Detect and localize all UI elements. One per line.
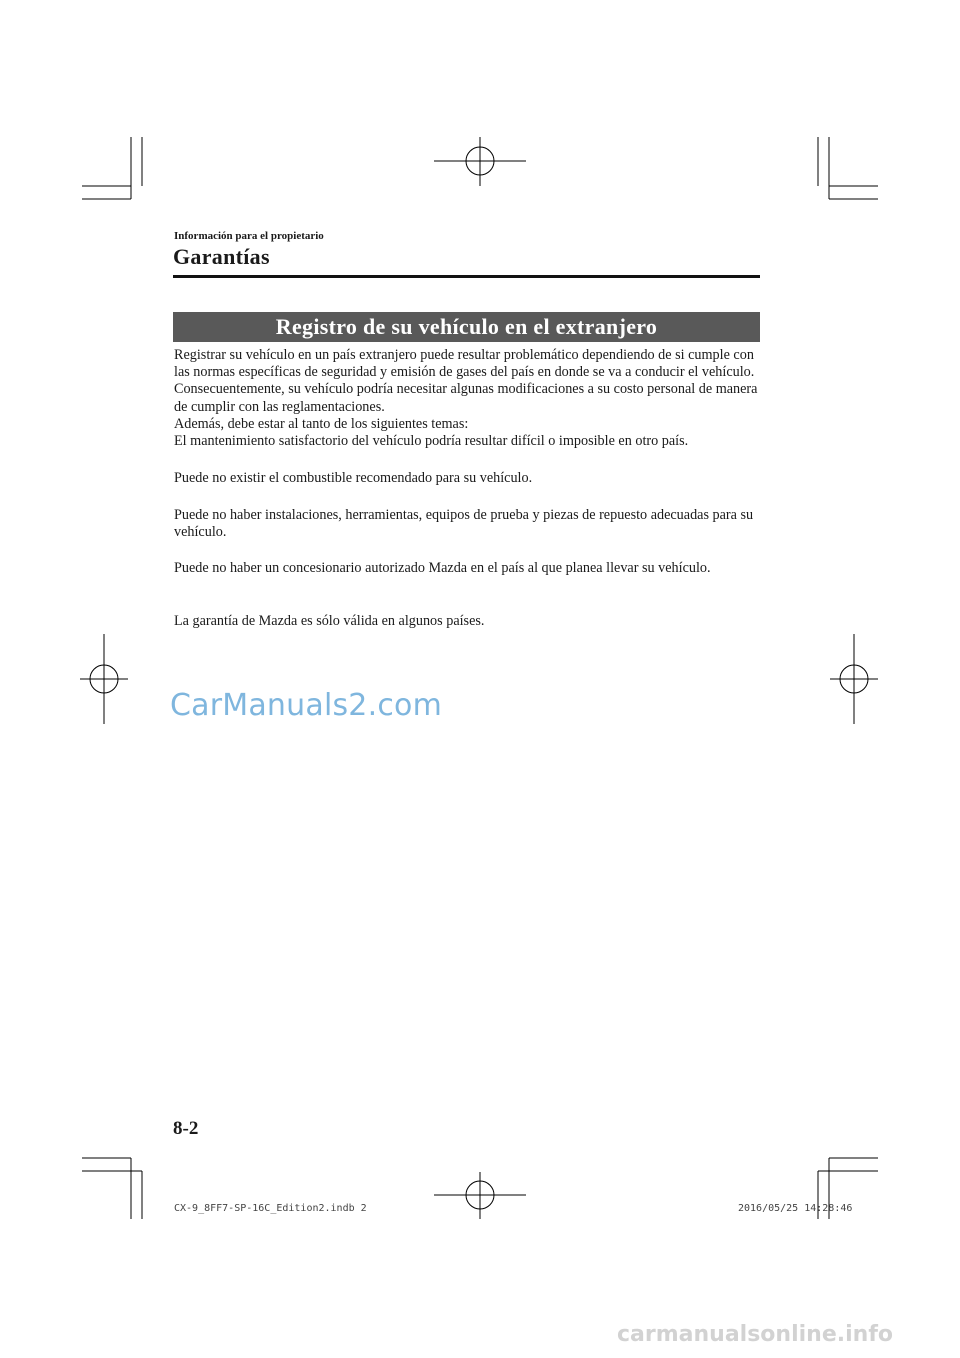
intro-maintenance-line: El mantenimiento satisfactorio del vehículo podría resultar difícil o imposible en otro país.: [174, 433, 689, 450]
page-heading: Garantías: [173, 244, 270, 269]
tools-paragraph: Puede no haber instalaciones, herramientas, equipos de prueba y piezas de repuesto adecuadas para su vehículo.: [174, 507, 754, 541]
bottom-watermark: carmanualsonline.info: [617, 1322, 893, 1347]
fuel-paragraph: Puede no existir el combustible recomendado para su vehículo.: [174, 470, 533, 486]
page-number: 8-2: [173, 1118, 199, 1139]
intro-text: Registrar su vehículo en un país extranjero puede resultar problemático dependiendo de si cumple con las normas específicas de seguridad y emisión de gases del país en donde se va a conducir el vehículo. Consecuentemente, su vehículo podría necesitar algunas modificaciones a su costo personal de manera de cumplir con las reglamentaciones.: [174, 347, 758, 415]
dealer-paragraph: Puede no haber un concesionario autorizado Mazda en el país al que planea llevar su vehículo.: [174, 560, 711, 576]
intro-topics-line: Además, debe estar al tanto de los siguientes temas:: [174, 415, 469, 432]
warranty-paragraph: La garantía de Mazda es sólo válida en algunos países.: [174, 613, 485, 629]
footer-file-name: CX-9_8FF7-SP-16C_Edition2.indb 2: [174, 1203, 367, 1214]
section-label: Información para el propietario: [174, 230, 324, 242]
heading-divider: [173, 275, 760, 278]
intro-paragraph: [174, 347, 764, 450]
section-title-bar: Registro de su vehículo en el extranjero: [173, 312, 760, 342]
watermark-logo: CarManuals2.com: [170, 688, 443, 723]
footer-timestamp: 2016/05/25 14:28:46: [738, 1203, 853, 1214]
